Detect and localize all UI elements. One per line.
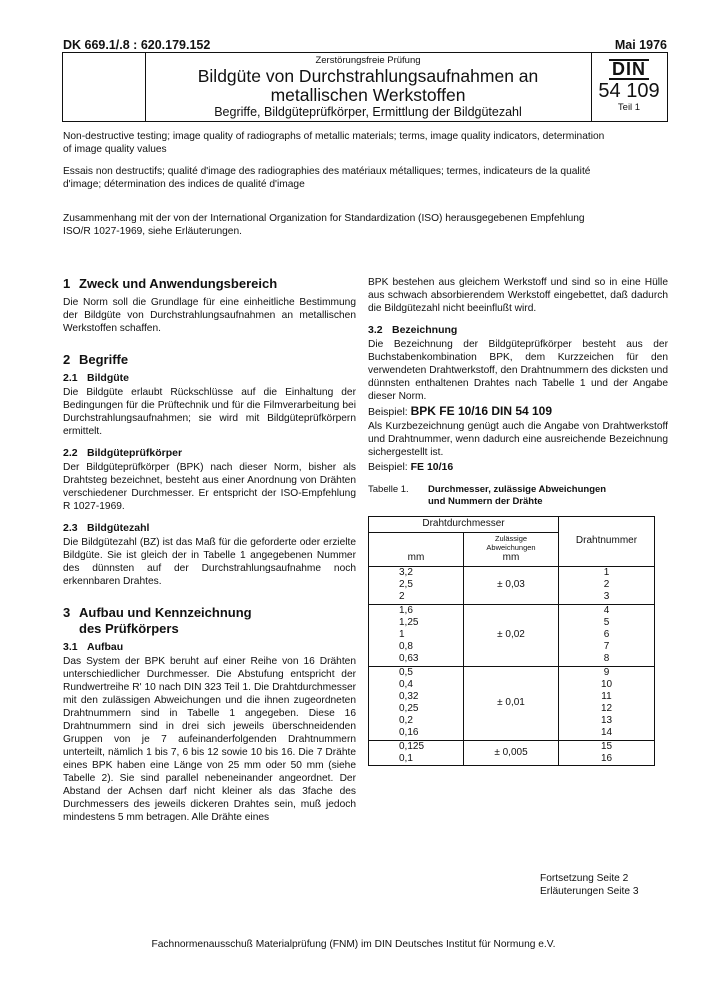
- document-subtitle: Begriffe, Bildgüteprüfkörper, Ermittlung der Bildgütezahl: [214, 105, 522, 119]
- diameter-value: 0,125: [399, 740, 425, 752]
- french-title-line1: Essais non destructifs; qualité d'image des radiographies des matériaux métalliques; termes, indicateurs de la qualité: [63, 166, 591, 177]
- diameter-value: 0,16: [399, 727, 419, 739]
- tolerance-cell: ± 0,02: [464, 604, 559, 666]
- diameter-cell: [369, 740, 464, 765]
- table-caption: Tabelle 1. Durchmesser, zulässige Abweichungen und Nummern der Drähte: [368, 484, 607, 507]
- continuation-note: [540, 872, 639, 898]
- diameter-value: 0,2: [399, 715, 413, 727]
- subsection-heading: 2.2 Bildgüteprüfkörper: [63, 447, 183, 459]
- din-logo: DIN: [609, 59, 649, 80]
- wire-table: [368, 516, 655, 766]
- din-block: [591, 53, 667, 121]
- wire-number-value: 10: [600, 678, 613, 690]
- wire-number-value: 14: [600, 727, 613, 739]
- continuation-line1: Fortsetzung Seite 2: [540, 873, 629, 884]
- wire-number-value: 1: [603, 567, 610, 578]
- iso-context: [63, 212, 668, 238]
- section-heading: 2 Begriffe: [63, 352, 129, 367]
- wire-number-value: 16: [600, 752, 613, 764]
- right-column: [368, 276, 668, 508]
- section-text: BPK bestehen aus gleichem Werkstoff und sind so in eine Hülle aus schwach absorbierendem Werkstoff eingebettet, daß dadurch die Bildgütezahl nicht beeinflußt wird.: [368, 277, 668, 314]
- diameter-cell: [369, 567, 464, 605]
- english-title-line2: of image quality values: [63, 144, 167, 155]
- diameter-cell: [369, 604, 464, 666]
- publisher-footer: Fachnormenausschuß Materialprüfung (FNM) im DIN Deutsches Institut für Normung e.V.: [151, 939, 556, 950]
- table-row: [369, 740, 655, 765]
- section-text: Die Bildgüte erlaubt Rückschlüsse auf die Einhaltung der Bedingungen für die Prüftechnik und für die Filmverarbeitung bei Durchstrahlungsaufnahmen; sie wird mit Bildgüteprüfkörpern ermittelt.: [63, 387, 356, 437]
- section-text: Die Norm soll die Grundlage für eine einheitliche Bestimmung der Bildgüte von Durchstrahlungsaufnahmen an metallischen Werkstoffen schaffen.: [63, 297, 356, 334]
- tolerance-cell: ± 0,01: [464, 666, 559, 740]
- section-text: Als Kurzbezeichnung genügt auch die Angabe von Drahtwerkstoff und Drahtnummer, wenn dadurch eine ausreichende Bezeichnung sichergestellt ist.: [368, 421, 668, 458]
- section-text: Das System der BPK beruht auf einer Reihe von 16 Drähten unterschiedlicher Durchmesser. Die Abstufung entspricht der Rundwertreihe R' 10 nach DIN 323 Teil 1. Die Drahtdurchmesser mit den zulässigen Abweichungen und die ihnen zugeordneten Drahtnummern sind in Tabelle 1 angegeben. Diese 16 Drahtnummern sind in drei sich jeweils überschneidenden Gruppen von je 7 aufeinanderfolgenden Drahtnummern unterteilt, nämlich 1 bis 7, 6 bis 12 sowie 10 bis 16. Die 7 Drähte eines BPK haben eine Länge von 25 mm oder 50 mm (siehe Tabelle 2). Sie sind parallel nebeneinander angeordnet. Der Abstand der Achsen darf nicht kleiner als das 3fache des Durchmessers des jeweils dickeren Drahtes sein, muß jedoch mindestens 5 mm betragen. Alle Drähte eines: [63, 656, 356, 823]
- english-title-line1: Non-destructive testing; image quality of radiographs of metallic materials; terms, image quality indicators, determination: [63, 131, 605, 142]
- subsection-heading: 2.1 Bildgüte: [63, 372, 129, 384]
- table-header-tolerance: Zulässige Abweichungen mm: [464, 533, 559, 567]
- wire-number-value: 13: [600, 715, 613, 727]
- continuation-line2: Erläuterungen Seite 3: [540, 886, 639, 897]
- wire-number-value: 11: [601, 690, 612, 702]
- table-row: [369, 604, 655, 666]
- wire-number-value: 2: [603, 579, 610, 591]
- example-short-designation: Beispiel: FE 10/16: [368, 461, 454, 473]
- diameter-value: 1,25: [399, 616, 419, 628]
- document-title-line2: metallischen Werkstoffen: [270, 85, 466, 105]
- table-header-diameter: Drahtdurchmesser: [369, 517, 559, 533]
- table-header-number: Drahtnummer: [559, 517, 655, 567]
- diameter-value: 0,5: [399, 666, 413, 678]
- wire-number-value: 3: [603, 591, 610, 603]
- wire-number-value: 12: [600, 703, 613, 715]
- french-title-line2: d'image; détermination des indices de qualité d'image: [63, 179, 305, 190]
- section-text: Die Bezeichnung der Bildgüteprüfkörper besteht aus der Buchstabenkombination BPK, dem Kurzzeichen für den verwendeten Drahtwerkstoff, den Drahtnummern des dicksten und dünnsten enthaltenen Drahtes nach Tabelle 1 und der Angabe dieser Norm.: [368, 339, 668, 402]
- diameter-value: 0,1: [399, 752, 413, 764]
- example-designation: Beispiel: BPK FE 10/16 DIN 54 109: [368, 404, 553, 418]
- wire-number-value: 4: [603, 604, 610, 616]
- title-block-center: [145, 53, 592, 121]
- diameter-value: 1,6: [399, 604, 413, 616]
- diameter-value: 0,25: [399, 703, 419, 715]
- wire-number-value: 8: [603, 653, 610, 665]
- wire-number-value: 7: [603, 641, 610, 653]
- din-number: 54 109: [598, 80, 660, 102]
- section-text: Die Bildgütezahl (BZ) ist das Maß für die geforderte oder erzielte Bildgüte. Sie ist gleich der in Tabelle 1 angegebenen Nummer des dünnsten auf der Durchstrahlungsaufnahme noch erkennbaren Drahtes.: [63, 537, 356, 587]
- table-row: [369, 567, 655, 605]
- din-part: Teil 1: [617, 102, 641, 113]
- publication-date: Mai 1976: [614, 38, 667, 52]
- diameter-value: 2,5: [399, 579, 413, 591]
- french-title: [63, 165, 668, 191]
- number-cell: [559, 666, 655, 740]
- diameter-cell: [369, 666, 464, 740]
- wire-number-value: 5: [603, 616, 610, 628]
- diameter-value: 0,8: [399, 641, 413, 653]
- number-cell: [559, 740, 655, 765]
- tolerance-cell: ± 0,005: [464, 740, 559, 765]
- tolerance-cell: ± 0,03: [464, 567, 559, 605]
- table-header-mm: mm: [369, 533, 464, 567]
- iso-context-line2: ISO/R 1027-1969, siehe Erläuterungen.: [63, 226, 242, 237]
- classification-number: DK 669.1/.8 : 620.179.152: [63, 38, 211, 52]
- subsection-heading: 3.2 Bezeichnung: [368, 324, 458, 336]
- section-heading: 3 Aufbau und Kennzeichnung des Prüfkörpers: [63, 605, 252, 636]
- section-heading: 1 Zweck und Anwendungsbereich: [63, 276, 278, 291]
- diameter-value: 3,2: [399, 567, 413, 578]
- iso-context-line1: Zusammenhang mit der von der International Organization for Standardization (ISO) herausgegebenen Empfehlung: [63, 213, 585, 224]
- diameter-value: 2: [399, 591, 405, 603]
- subsection-heading: 3.1 Aufbau: [63, 641, 124, 653]
- subsection-heading: 2.3 Bildgütezahl: [63, 522, 150, 534]
- left-column: [63, 276, 356, 833]
- number-cell: [559, 567, 655, 605]
- diameter-value: 0,63: [399, 653, 419, 665]
- number-cell: [559, 604, 655, 666]
- title-block-empty-cell: [63, 53, 146, 121]
- wire-number-value: 15: [600, 740, 613, 752]
- document-title-line1: Bildgüte von Durchstrahlungsaufnahmen an: [197, 66, 539, 86]
- english-title: [63, 130, 668, 156]
- supertitle: Zerstörungsfreie Prüfung: [315, 55, 421, 66]
- diameter-value: 0,32: [399, 690, 419, 702]
- diameter-value: 1: [399, 628, 405, 640]
- diameter-value: 0,4: [399, 678, 413, 690]
- wire-number-value: 6: [603, 628, 610, 640]
- wire-number-value: 9: [603, 666, 610, 678]
- title-block: [62, 52, 668, 122]
- table-row: [369, 666, 655, 740]
- section-text: Der Bildgüteprüfkörper (BPK) nach dieser Norm, bisher als Drahtsteg bezeichnet, besteht aus einer Anordnung von Drähten verschiedener Durchmesser. Er entspricht der ISO-Empfehlung R 1027-1969.: [63, 462, 356, 512]
